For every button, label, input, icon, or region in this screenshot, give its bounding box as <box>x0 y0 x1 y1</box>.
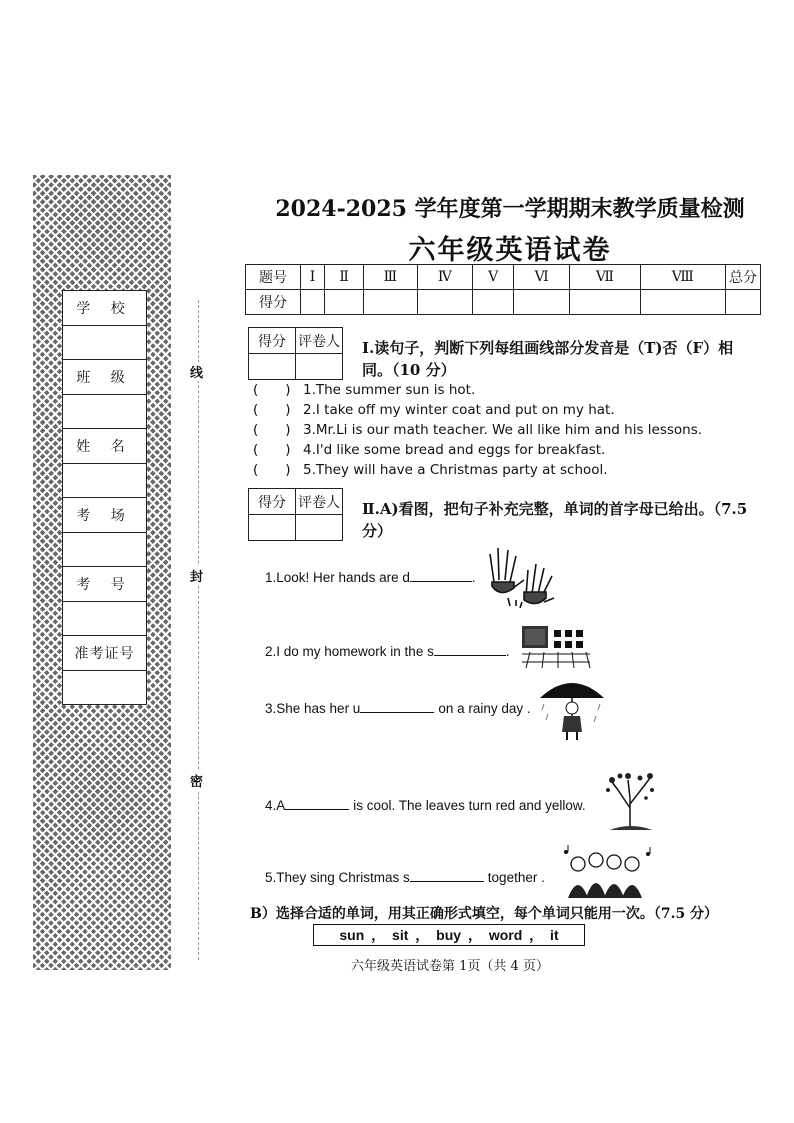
info-label: 考 号 <box>63 567 146 602</box>
score-row-label: 得分 <box>246 290 301 315</box>
score-column-header: Ⅶ <box>570 265 641 290</box>
fill-question-3 <box>265 698 531 716</box>
tf-sentence: 2.I take off my winter coat and put on my hat. <box>303 402 615 418</box>
grader-score-label: 得分 <box>249 489 296 515</box>
info-exam-room <box>62 497 147 567</box>
question-text: together . <box>487 870 545 885</box>
info-school <box>62 290 147 360</box>
score-column-header: Ⅰ <box>301 265 325 290</box>
exam-subtitle: 六年级英语试卷 <box>408 235 612 266</box>
question-text: is cool. The leaves turn red and yellow. <box>353 798 586 813</box>
score-header-label: 题号 <box>246 265 301 290</box>
answer-blank[interactable] <box>360 698 434 713</box>
info-label: 班 级 <box>63 360 146 395</box>
question-text: on a rainy day . <box>438 701 531 716</box>
score-column-header: Ⅱ <box>325 265 364 290</box>
score-cell[interactable] <box>417 290 472 315</box>
answer-paren[interactable]: ( ) <box>253 422 291 438</box>
answer-blank[interactable] <box>410 867 484 882</box>
question-text: . <box>471 570 476 585</box>
fill-question-4 <box>265 795 586 813</box>
study-room-picture <box>520 624 592 670</box>
info-label: 姓 名 <box>63 429 146 464</box>
student-info-box <box>62 290 147 704</box>
tf-item <box>253 400 753 420</box>
umbrella-girl-picture <box>536 674 608 744</box>
section1-items <box>253 380 753 480</box>
binding-char: 线 <box>190 362 203 381</box>
question-text: 3.She has her u <box>265 701 361 716</box>
grader-name-label: 评卷人 <box>296 328 343 354</box>
answer-paren[interactable]: ( ) <box>253 462 291 478</box>
answer-paren[interactable]: ( ) <box>253 382 291 398</box>
score-cell[interactable] <box>325 290 364 315</box>
fill-question-2 <box>265 641 510 659</box>
question-text: . <box>505 644 510 659</box>
info-admission-number <box>62 635 147 705</box>
question-text: 2.I do my homework in the s <box>265 644 434 659</box>
info-label: 考 场 <box>63 498 146 533</box>
section2-heading: Ⅱ.A)看图，把句子补充完整，单词的首字母已给出。（7.5 分） <box>362 500 748 540</box>
binding-char: 密 <box>190 771 203 790</box>
part-b-heading: B）选择合适的单词，用其正确形式填空，每个单词只能用一次。（7.5 分） <box>250 906 719 922</box>
info-exam-number <box>62 566 147 636</box>
dirty-hands-picture <box>486 542 558 608</box>
word-bank: sun ， sit ， buy ， word ， it <box>313 924 585 946</box>
score-cell[interactable] <box>301 290 325 315</box>
grader-name-cell[interactable] <box>296 354 343 380</box>
section1-heading: Ⅰ.读句子，判断下列每组画线部分发音是（T)否（F）相同。（10 分） <box>362 339 734 379</box>
answer-paren[interactable]: ( ) <box>253 442 291 458</box>
grader-score-cell[interactable] <box>249 515 296 541</box>
binding-char: 封 <box>190 566 203 585</box>
tf-item <box>253 420 753 440</box>
grader-name-cell[interactable] <box>296 515 343 541</box>
grader-box-1 <box>248 327 343 380</box>
answer-blank[interactable] <box>285 795 349 810</box>
tf-item <box>253 380 753 400</box>
score-column-header: Ⅲ <box>364 265 418 290</box>
question-text: 5.They sing Christmas s <box>265 870 410 885</box>
score-cell[interactable] <box>364 290 418 315</box>
tf-sentence: 3.Mr.Li is our math teacher. We all like him and his lessons. <box>303 422 703 438</box>
score-cell[interactable] <box>473 290 514 315</box>
grader-score-label: 得分 <box>249 328 296 354</box>
tf-sentence: 4.I'd like some bread and eggs for breakfast. <box>303 442 606 458</box>
tf-sentence: 1.The summer sun is hot. <box>303 382 476 398</box>
fill-question-5 <box>265 867 545 885</box>
fill-question-1 <box>265 567 476 585</box>
score-column-header: 总分 <box>726 265 761 290</box>
tf-sentence: 5.They will have a Christmas party at school. <box>303 462 608 478</box>
info-label: 学 校 <box>63 291 146 326</box>
score-column-header: Ⅷ <box>640 265 725 290</box>
grader-score-cell[interactable] <box>249 354 296 380</box>
score-cell[interactable] <box>726 290 761 315</box>
score-column-header: Ⅵ <box>514 265 570 290</box>
answer-blank[interactable] <box>410 567 472 582</box>
score-table <box>245 264 761 315</box>
answer-blank[interactable] <box>434 641 506 656</box>
question-text: 1.Look! Her hands are d <box>265 570 410 585</box>
grader-box-2 <box>248 488 343 541</box>
answer-paren[interactable]: ( ) <box>253 402 291 418</box>
score-cell[interactable] <box>514 290 570 315</box>
info-class <box>62 359 147 429</box>
score-cell[interactable] <box>570 290 641 315</box>
tf-item <box>253 460 753 480</box>
autumn-tree-picture <box>600 768 660 834</box>
singing-people-picture <box>560 844 656 900</box>
info-name <box>62 428 147 498</box>
binding-line <box>198 300 199 960</box>
score-column-header: Ⅳ <box>417 265 472 290</box>
exam-title: 2024-2025 学年度第一学期期末教学质量检测 <box>275 196 745 222</box>
info-label: 准考证号 <box>63 636 146 671</box>
grader-name-label: 评卷人 <box>296 489 343 515</box>
score-column-header: Ⅴ <box>473 265 514 290</box>
score-cell[interactable] <box>640 290 725 315</box>
question-text: 4.A <box>265 798 286 813</box>
page-footer: 六年级英语试卷第 1页（共 4 页） <box>351 959 549 974</box>
tf-item <box>253 440 753 460</box>
